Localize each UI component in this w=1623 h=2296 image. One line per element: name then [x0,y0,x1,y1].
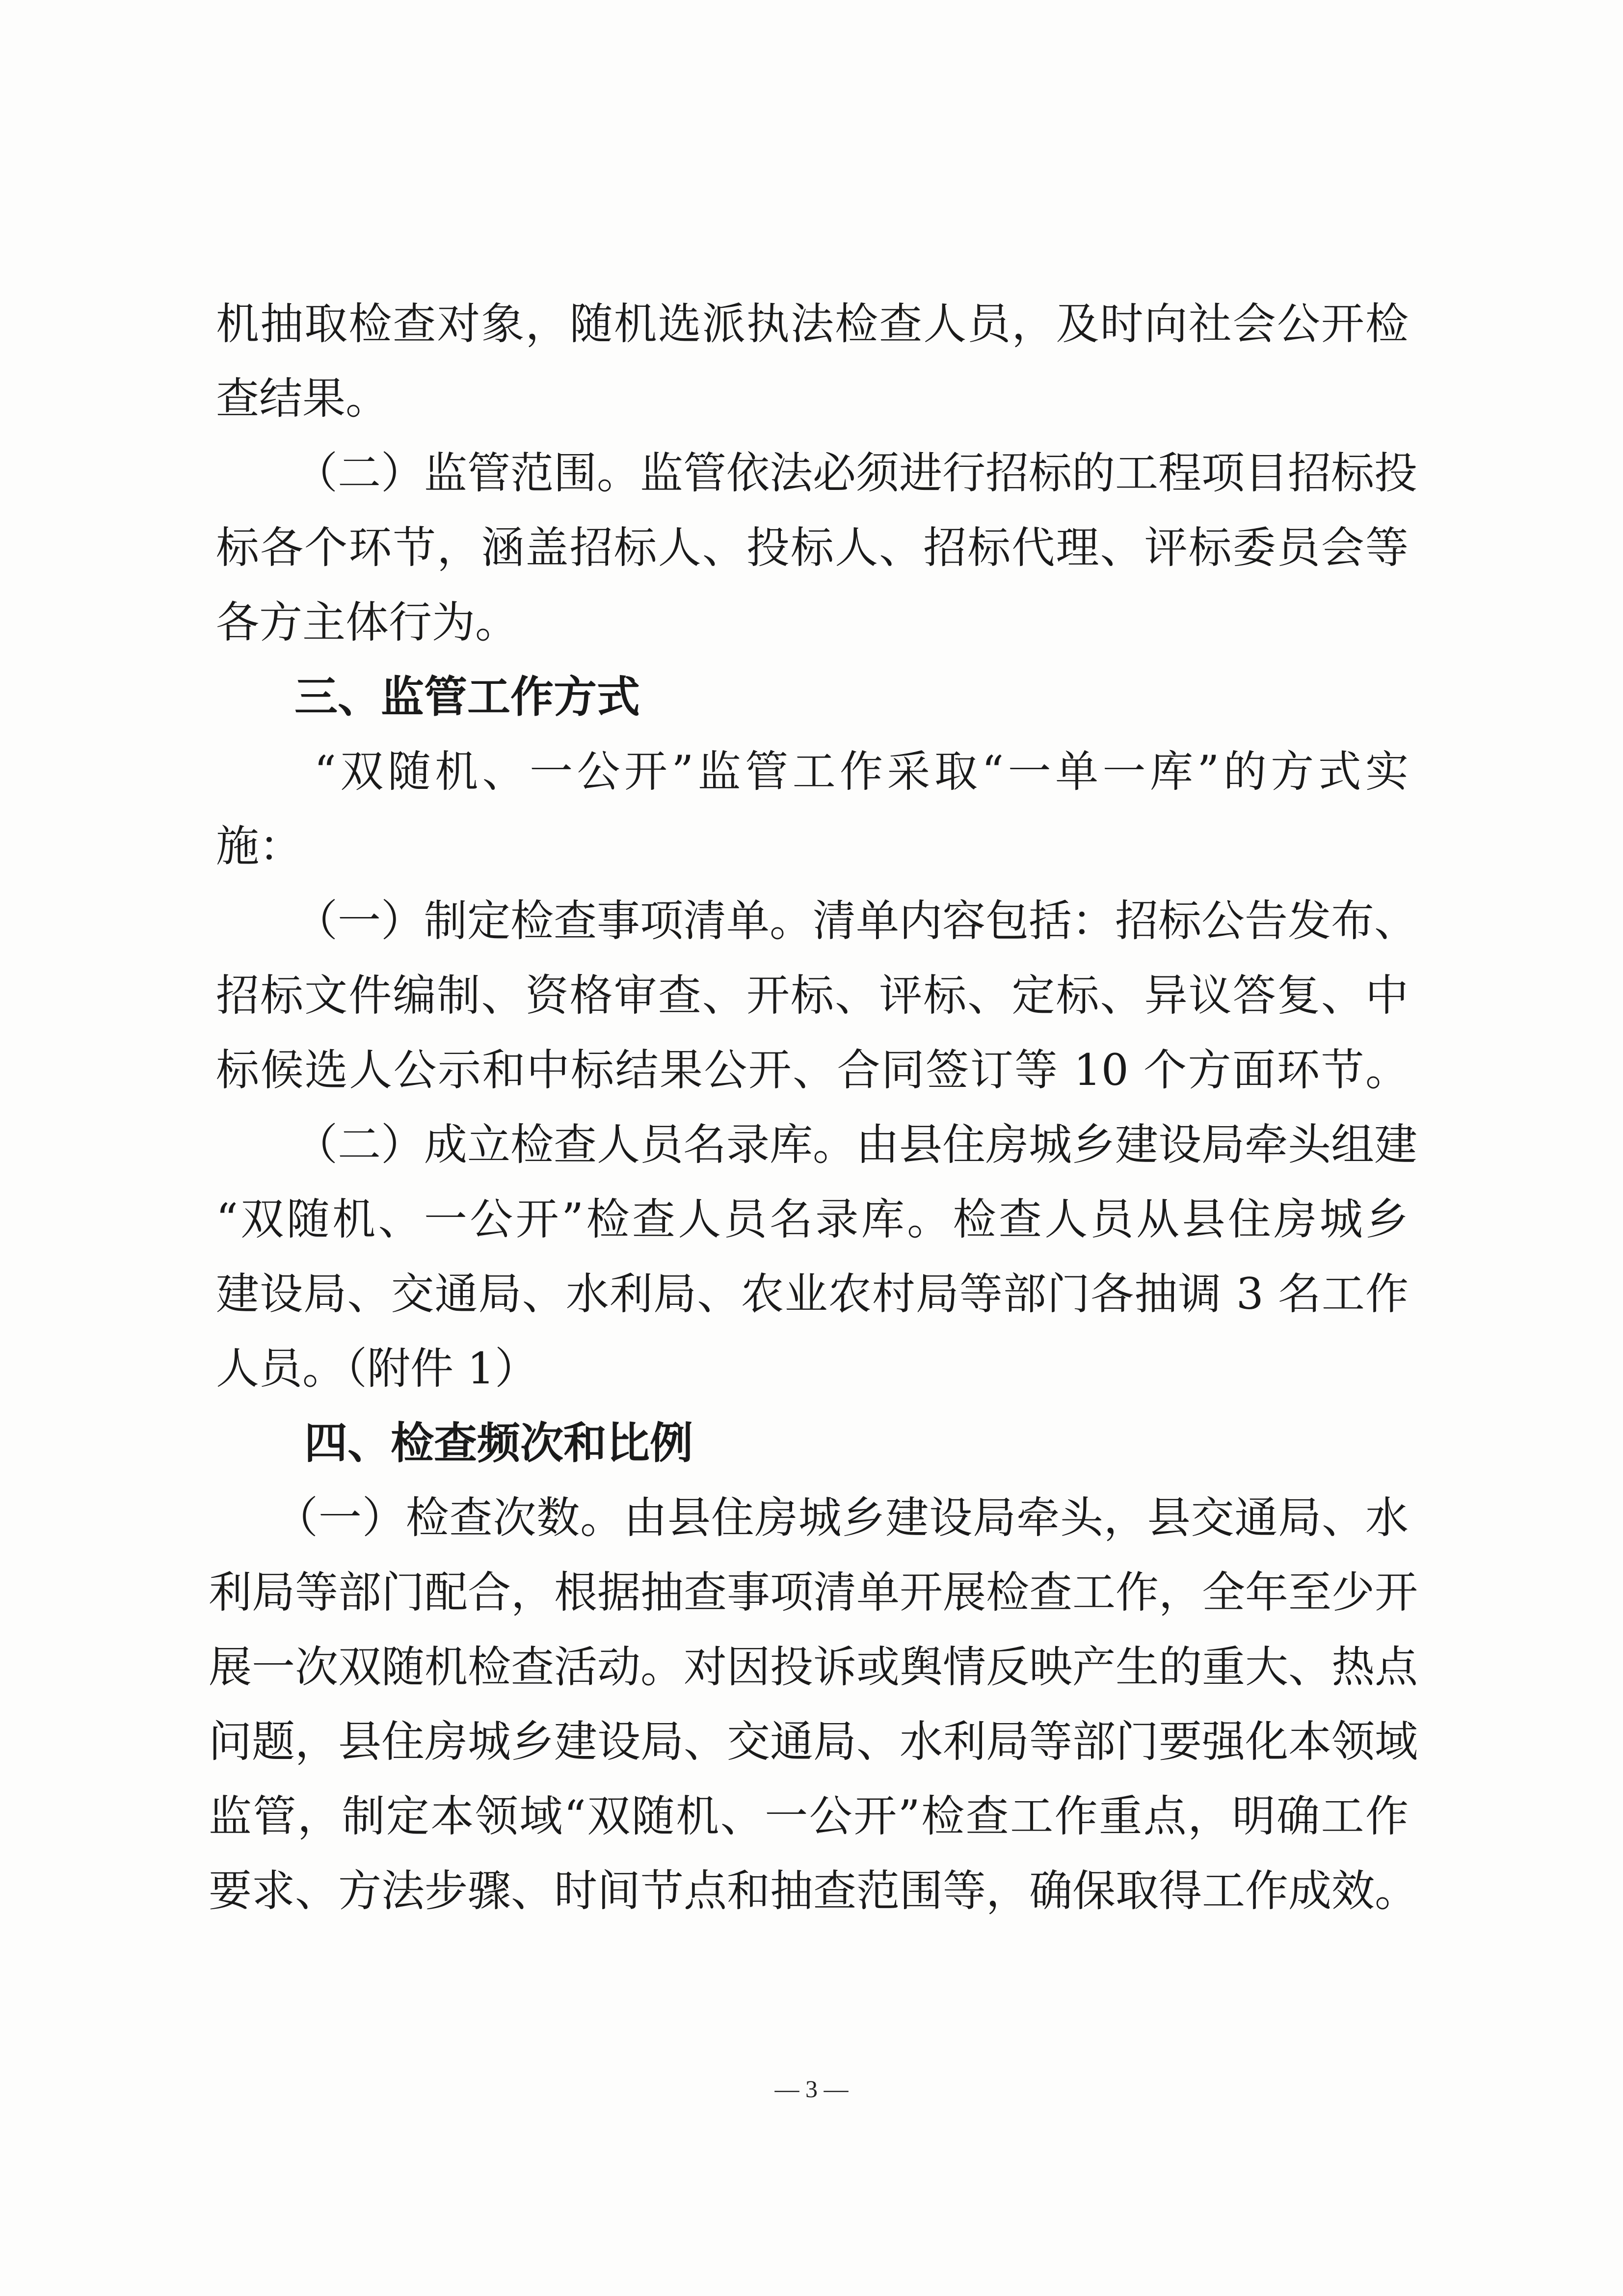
paragraph-line: （一）制定检查事项清单。清单内容包括：招标公告发布、 [294,895,1418,946]
paragraph-line: “双随机、一公开”监管工作采取“一单一库”的方式实 [314,746,1409,797]
paragraph-line: （二）监管范围。监管依法必须进行招标的工程项目招标投 [294,448,1418,498]
page-number: — 3 — [774,2075,849,2103]
paragraph-line: 标各个环节，涵盖招标人、投标人、招标代理、评标委员会等 [216,522,1409,573]
paragraph-line: 各方主体行为。 [216,597,519,648]
paragraph-line: 利局等部门配合，根据抽查事项清单开展检查工作，全年至少开 [209,1567,1418,1618]
paragraph-line: 招标文件编制、资格审查、开标、评标、定标、异议答复、中 [216,970,1409,1021]
paragraph-line: “双随机、一公开”检查人员名录库。检查人员从县住房城乡 [216,1194,1409,1244]
paragraph-line: 机抽取检查对象，随机选派执法检查人员，及时向社会公开检 [216,298,1409,349]
paragraph-line: 施： [216,821,303,871]
paragraph-line: 标候选人公示和中标结果公开、合同签订等 10 个方面环节。 [216,1045,1409,1095]
paragraph-line: （二）成立检查人员名录库。由县住房城乡建设局牵头组建 [294,1119,1418,1170]
section-heading: 三、监管工作方式 [294,672,640,722]
paragraph-line: （一）检查次数。由县住房城乡建设局牵头，县交通局、水 [275,1492,1409,1543]
paragraph-line: 查结果。 [216,373,389,424]
section-heading: 四、检查频次和比例 [304,1418,693,1468]
paragraph-line: 要求、方法步骤、时间节点和抽查范围等，确保取得工作成效。 [209,1865,1418,1916]
paragraph-line: 问题，县住房城乡建设局、交通局、水利局等部门要强化本领域 [209,1716,1418,1767]
paragraph-line: 展一次双随机检查活动。对因投诉或舆情反映产生的重大、热点 [209,1642,1418,1692]
paragraph-line: 人员。（附件 1） [216,1343,538,1394]
paragraph-line: 监管，制定本领域“双随机、一公开”检查工作重点，明确工作 [209,1791,1409,1841]
paragraph-line: 建设局、交通局、水利局、农业农村局等部门各抽调 3 名工作 [216,1269,1409,1319]
